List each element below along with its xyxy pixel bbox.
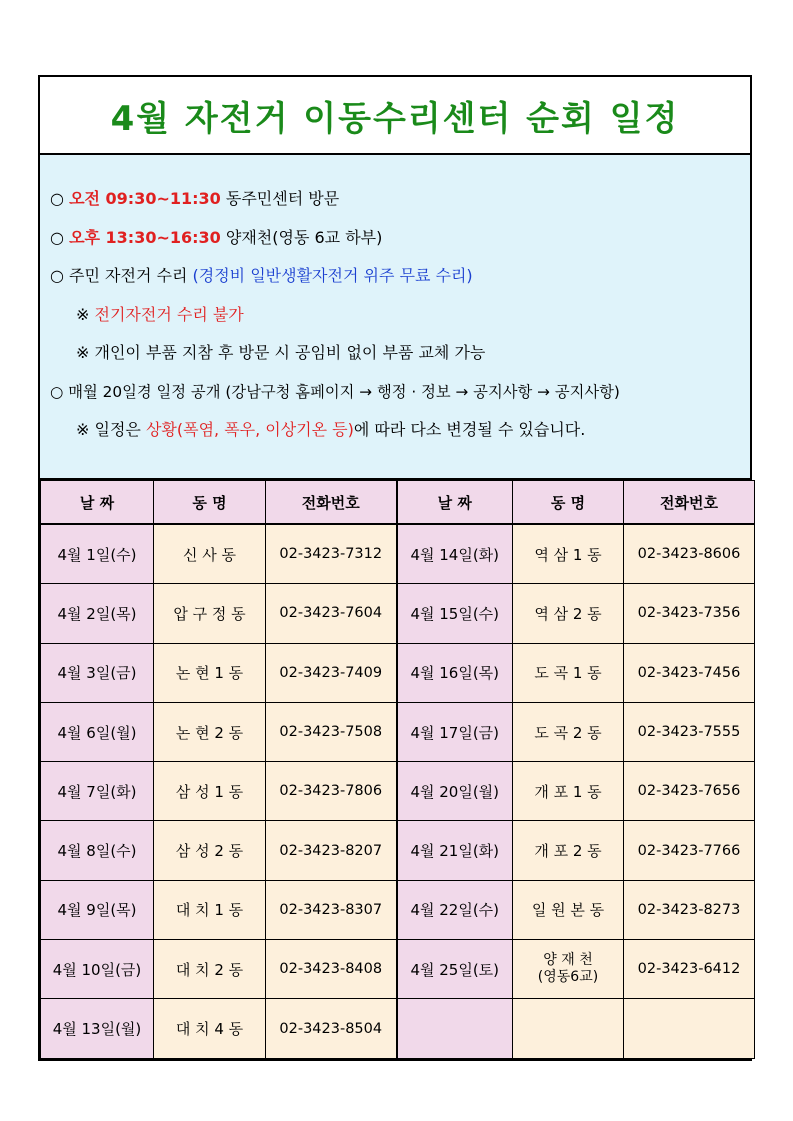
cell-tel: 02-3423-7656 bbox=[624, 762, 755, 821]
info-line-change bbox=[50, 418, 750, 457]
cell-tel: 02-3423-7766 bbox=[624, 821, 755, 880]
cell-tel: 02-3423-8504 bbox=[266, 999, 397, 1058]
table-row bbox=[41, 821, 755, 880]
change-text-b: 에 따라 다소 변경될 수 있습니다. bbox=[353, 420, 586, 439]
bullet-note: ※ bbox=[76, 304, 90, 324]
cell-tel: 02-3423-7508 bbox=[266, 702, 397, 761]
cell-date: 4월 16일(목) bbox=[397, 643, 513, 702]
cell-dong: 대 치 2 동 bbox=[154, 940, 266, 999]
cell-tel: 02-3423-8207 bbox=[266, 821, 397, 880]
cell-date: 4월 1일(수) bbox=[41, 524, 154, 584]
cell-dong: 논 현 1 동 bbox=[154, 643, 266, 702]
cell-dong: 개 포 2 동 bbox=[513, 821, 624, 880]
table-row bbox=[41, 762, 755, 821]
cell-dong: 역 삼 2 동 bbox=[513, 584, 624, 643]
info-line-ebike bbox=[50, 303, 750, 342]
ebike-text: 전기자전거 수리 불가 bbox=[89, 304, 244, 324]
cell-date: 4월 8일(수) bbox=[41, 821, 154, 880]
bullet-circle: ○ bbox=[50, 382, 64, 401]
cell-date: 4월 15일(수) bbox=[397, 584, 513, 643]
cell-date: 4월 25일(토) bbox=[397, 940, 513, 999]
header-tel: 전화번호 bbox=[624, 481, 755, 525]
cell-dong: 일 원 본 동 bbox=[513, 880, 624, 939]
header-dong: 동 명 bbox=[154, 481, 266, 525]
cell-tel: 02-3423-7806 bbox=[266, 762, 397, 821]
cell-date: 4월 14일(화) bbox=[397, 524, 513, 584]
cell-tel: 02-3423-8273 bbox=[624, 880, 755, 939]
empty-cell bbox=[624, 999, 755, 1058]
cell-dong: 삼 성 2 동 bbox=[154, 821, 266, 880]
cell-tel: 02-3423-6412 bbox=[624, 940, 755, 999]
cell-dong: 신 사 동 bbox=[154, 524, 266, 584]
cell-dong: 도 곡 2 동 bbox=[513, 702, 624, 761]
table-row bbox=[41, 940, 755, 999]
cell-date: 4월 22일(수) bbox=[397, 880, 513, 939]
afternoon-text: 양재천(영동 6교 하부) bbox=[220, 227, 383, 247]
schedule-frame bbox=[38, 75, 752, 1061]
cell-date: 4월 6일(월) bbox=[41, 702, 154, 761]
info-line-announce bbox=[50, 380, 750, 419]
cell-dong: 대 치 1 동 bbox=[154, 880, 266, 939]
cell-tel: 02-3423-7409 bbox=[266, 643, 397, 702]
cell-tel: 02-3423-7456 bbox=[624, 643, 755, 702]
repair-text: 주민 자전거 수리 bbox=[63, 266, 193, 285]
table-row bbox=[41, 643, 755, 702]
afternoon-time: 오후 13:30~16:30 bbox=[69, 227, 221, 247]
morning-time: 오전 09:30~11:30 bbox=[69, 189, 221, 208]
bullet-note: ※ bbox=[76, 420, 90, 439]
change-text-red: 상황(폭염, 폭우, 이상기온 등) bbox=[145, 420, 354, 439]
cell-tel: 02-3423-7312 bbox=[266, 524, 397, 584]
cell-tel: 02-3423-8606 bbox=[624, 524, 755, 584]
cell-date: 4월 17일(금) bbox=[397, 702, 513, 761]
cell-date: 4월 21일(화) bbox=[397, 821, 513, 880]
cell-date: 4월 3일(금) bbox=[41, 643, 154, 702]
cell-date: 4월 2일(목) bbox=[41, 584, 154, 643]
empty-cell bbox=[513, 999, 624, 1058]
bullet-circle: ○ bbox=[50, 227, 64, 247]
parts-text: 개인이 부품 지참 후 방문 시 공임비 없이 부품 교체 가능 bbox=[89, 343, 486, 362]
bullet-circle: ○ bbox=[50, 189, 64, 208]
cell-date: 4월 20일(월) bbox=[397, 762, 513, 821]
header-tel: 전화번호 bbox=[266, 481, 397, 525]
bullet-circle: ○ bbox=[50, 266, 64, 285]
cell-dong bbox=[513, 940, 624, 999]
cell-dong: 도 곡 1 동 bbox=[513, 643, 624, 702]
table-row bbox=[41, 584, 755, 643]
cell-date: 4월 9일(목) bbox=[41, 880, 154, 939]
empty-cell bbox=[397, 999, 513, 1058]
info-box bbox=[40, 155, 750, 480]
header-date: 날 짜 bbox=[41, 481, 154, 525]
bullet-note: ※ bbox=[76, 343, 90, 362]
cell-dong: 개 포 1 동 bbox=[513, 762, 624, 821]
dong-name: 양 재 천 bbox=[543, 952, 593, 969]
cell-tel: 02-3423-8307 bbox=[266, 880, 397, 939]
cell-tel: 02-3423-7555 bbox=[624, 702, 755, 761]
morning-text: 동주민센터 방문 bbox=[220, 189, 340, 208]
cell-dong: 삼 성 1 동 bbox=[154, 762, 266, 821]
cell-dong: 대 치 4 동 bbox=[154, 999, 266, 1058]
table-row bbox=[41, 880, 755, 939]
cell-dong: 논 현 2 동 bbox=[154, 702, 266, 761]
header-date: 날 짜 bbox=[397, 481, 513, 525]
header-dong: 동 명 bbox=[513, 481, 624, 525]
info-line-morning bbox=[50, 187, 750, 226]
table-row bbox=[41, 999, 755, 1058]
dong-two-line bbox=[513, 952, 623, 986]
info-line-afternoon bbox=[50, 226, 750, 265]
schedule-table bbox=[40, 480, 755, 1059]
cell-dong: 압 구 정 동 bbox=[154, 584, 266, 643]
page-title: 4월 자전거 이동수리센터 순회 일정 bbox=[40, 77, 750, 155]
table-header-row bbox=[41, 481, 755, 525]
dong-subname: (영동6교) bbox=[537, 969, 599, 986]
cell-tel: 02-3423-7356 bbox=[624, 584, 755, 643]
cell-tel: 02-3423-8408 bbox=[266, 940, 397, 999]
info-line-repair bbox=[50, 264, 750, 303]
repair-note: (경정비 일반생활자전거 위주 무료 수리) bbox=[192, 266, 473, 285]
info-line-parts bbox=[50, 341, 750, 380]
cell-dong: 역 삼 1 동 bbox=[513, 524, 624, 584]
cell-date: 4월 10일(금) bbox=[41, 940, 154, 999]
table-row bbox=[41, 524, 755, 584]
announce-text: 매월 20일경 일정 공개 (강남구청 홈페이지 → 행정 · 정보 → 공지사항 → 공지사항) bbox=[63, 382, 620, 401]
table-row bbox=[41, 702, 755, 761]
change-text-a: 일정은 bbox=[89, 420, 146, 439]
cell-tel: 02-3423-7604 bbox=[266, 584, 397, 643]
cell-date: 4월 7일(화) bbox=[41, 762, 154, 821]
cell-date: 4월 13일(월) bbox=[41, 999, 154, 1058]
